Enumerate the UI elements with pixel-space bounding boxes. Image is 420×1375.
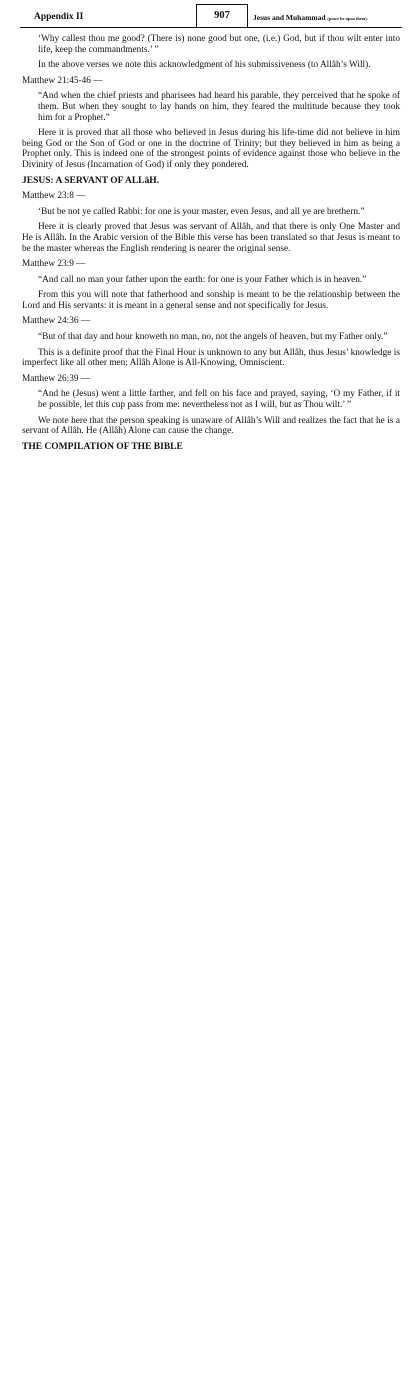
quote-block: ‘But be not ye called Rabbi: for one is your master, even Jesus, and all ye are brethern.” <box>38 206 365 217</box>
page-number: 907 <box>196 4 248 27</box>
quote-block: “But of that day and hour knoweth no man, no, not the angels of heaven, but my Father only.” <box>38 332 388 343</box>
paragraph: From this you will note that fatherhood and sonship is meant to be the relationship between the Lord and His servants: it is meant in a general sense and not specifically for Jesus. <box>22 290 400 311</box>
verse-reference: Matthew 26:39 — <box>22 373 91 384</box>
quote-block: “And call no man your father upon the earth: for one is your Father which is in heaven.” <box>38 274 367 285</box>
quote-block: ‘Why callest thou me good? (There is) none good but one, (i.e.) God, but if thou wilt enter into life, keep the commandments.’ ” <box>38 34 400 55</box>
section-label: Appendix II <box>34 12 84 22</box>
verse-reference: Matthew 24:36 — <box>22 316 91 327</box>
paragraph: Here it is clearly proved that Jesus was servant of Allâh, and that there is only One Master and He is Allâh. In the Arabic version of the Bible this verse has been translated so that Jesus is meant to be the master whereas the English rendering is nearer the original sense. <box>22 222 400 254</box>
body-text <box>22 34 400 457</box>
paragraph: This is a definite proof that the Final Hour is unknown to any but Allâh, thus Jesus’ knowledge is imperfect like all other men; Allâh Alone is All-Knowing, Omniscient. <box>22 347 400 369</box>
quote-block: “And when the chief priests and pharisees had heard his parable, they perceived that he spoke of them. But when they sought to lay hands on him, they feared the multitude because they took him for a Prophet.” <box>38 91 400 123</box>
running-title-note: (peace be upon them). <box>327 16 368 21</box>
verse-reference: Matthew 23:9 — <box>22 259 86 270</box>
verse-reference: Matthew 23:8 — <box>22 191 86 202</box>
verse-reference: Matthew 21:45-46 — <box>22 75 103 86</box>
running-header <box>20 10 402 28</box>
section-heading: THE COMPILATION OF THE BIBLE <box>22 441 183 452</box>
paragraph: We note here that the person speaking is unaware of Allâh’s Will and realizes the fact that he is a servant of Allâh. He (Allâh) Alone can cause the change. <box>22 415 400 437</box>
paragraph: In the above verses we note this acknowledgment of his submissiveness (to Allâh’s Will). <box>38 60 371 71</box>
paragraph: Here it is proved that all those who believed in Jesus during his life-time did not believe in him being God or the Son of God or one in the doctrine of Trinity; but they believed in him as being a Prophet only. This is indeed one of the strongest points of evidence against those who believe in the Divinity of Jesus (Incarnation of God) if only they pondered. <box>22 128 400 170</box>
quote-block: “And he (Jesus) went a little farther, and fell on his face and prayed, saying, ‘O my Father, if it be possible, let this cup pass from me: nevertheless not as I will, but as Thou wilt.’ ” <box>38 389 400 411</box>
section-heading: JESUS: A SERVANT OF ALLâH. <box>22 175 160 186</box>
running-title <box>253 13 368 22</box>
running-title-main: Jesus and Muhammad <box>253 13 326 22</box>
